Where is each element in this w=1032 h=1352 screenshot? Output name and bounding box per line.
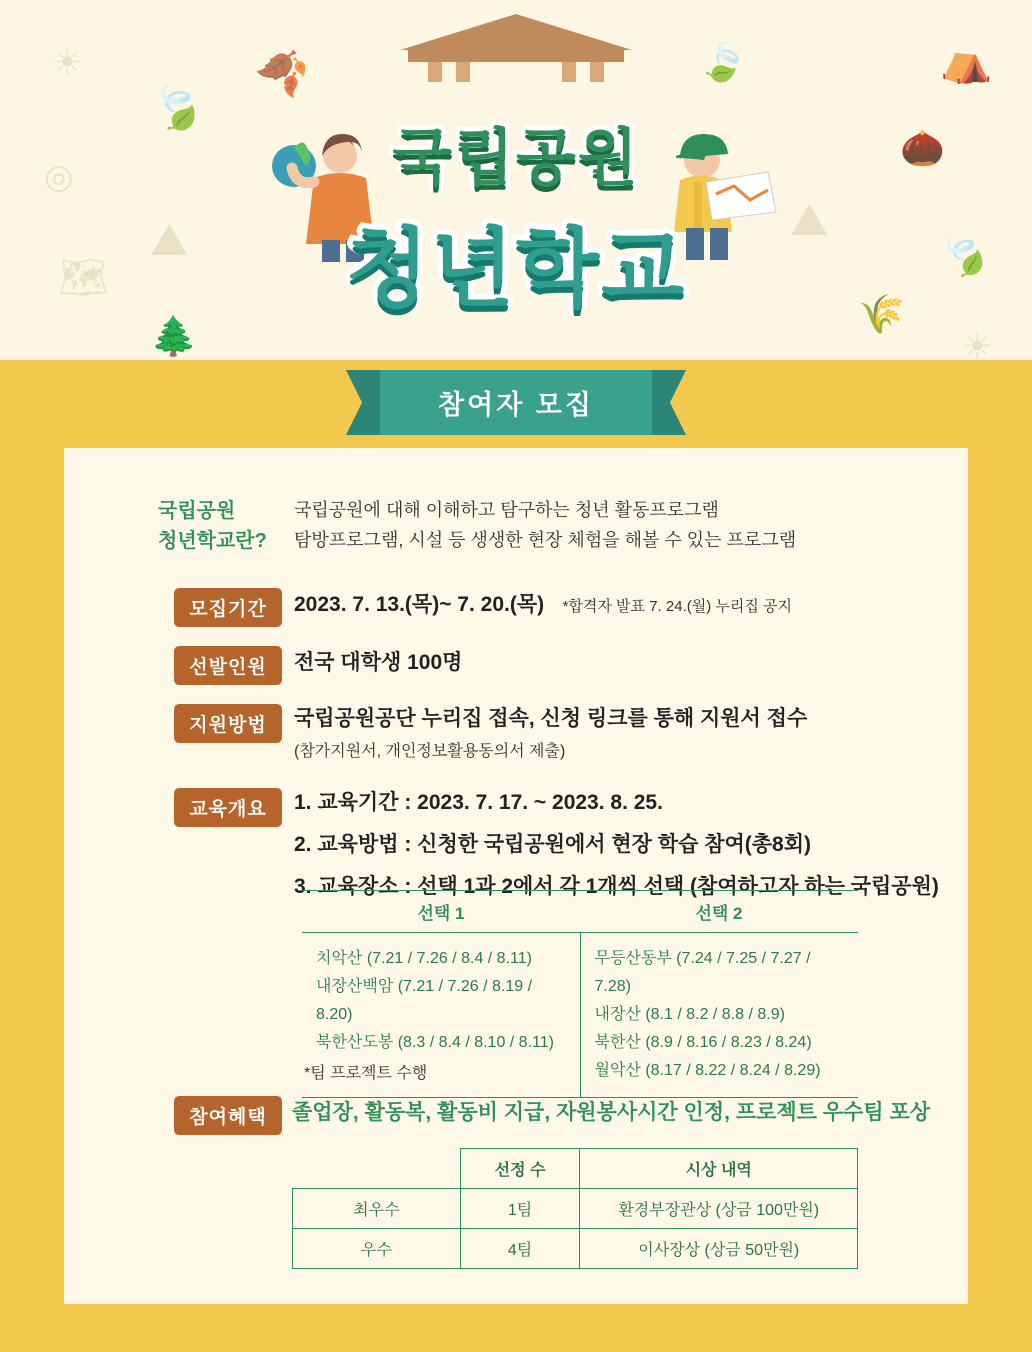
- tent-doodle-icon: ⛺: [940, 37, 993, 84]
- benefit-value-wrap: [292, 1096, 930, 1126]
- leaf-doodle-icon: 🍃: [931, 223, 998, 289]
- outline-item: 3. 교육장소 : 선택 1과 2에서 각 1개씩 선택 (참여하고자 하는 국립공원): [294, 875, 939, 898]
- ribbon-label: 참여자 모집: [376, 370, 656, 435]
- choice-2-item: 북한산 (8.9 / 8.16 / 8.23 / 8.24): [594, 1034, 812, 1051]
- choice-2-item: 내장산 (8.1 / 8.2 / 8.8 / 8.9): [594, 1006, 785, 1023]
- award-header-count: 선정 수: [460, 1149, 580, 1189]
- award-header-blank: [293, 1149, 461, 1189]
- intro-text-line-2: 탐방프로그램, 시설 등 생생한 현장 체험을 해볼 수 있는 프로그램: [294, 529, 797, 550]
- outline-footnote-wrap: [304, 1060, 427, 1083]
- leaf-doodle-icon: 🍃: [695, 36, 752, 90]
- choice-1-item: 내장산백암 (7.21 / 7.26 / 8.19 / 8.20): [316, 978, 533, 1023]
- outline-footnote: *팀 프로젝트 수행: [304, 1065, 428, 1082]
- leaf-doodle-icon: 🍂: [251, 39, 315, 101]
- award-detail: 환경부장관상 (상금 100만원): [580, 1189, 858, 1229]
- quota-tag-wrap: [174, 646, 282, 685]
- apply-tag: 지원방법: [174, 704, 282, 743]
- award-rank: 우수: [293, 1229, 461, 1269]
- award-count: 1팀: [460, 1189, 580, 1229]
- award-count: 4팀: [460, 1229, 580, 1269]
- intro-text-line-1: 국립공원에 대해 이해하고 탐구하는 청년 활동프로그램: [294, 500, 719, 520]
- map-doodle-icon: 🗺: [58, 256, 109, 300]
- table-header-row: [293, 1149, 858, 1189]
- apply-value-wrap: [294, 702, 934, 761]
- quota-value: 전국 대학생 100명: [294, 651, 463, 674]
- title-line-2: 청년학교: [345, 221, 687, 317]
- choice-2-cell: [580, 933, 858, 1098]
- table-header-row: [302, 891, 858, 933]
- poster-title: [0, 52, 1032, 323]
- outline-item: 1. 교육기간 : 2023. 7. 17. ~ 2023. 8. 25.: [294, 791, 663, 814]
- sun-doodle-icon: ☀: [962, 328, 993, 360]
- period-value-wrap: [294, 588, 792, 618]
- outline-tag: 교육개요: [174, 788, 282, 827]
- award-detail: 이사장상 (상금 50만원): [580, 1229, 858, 1269]
- title-line-1: 국립공원: [392, 124, 640, 193]
- choice-2-item: 월악산 (8.17 / 8.22 / 8.24 / 8.29): [594, 1062, 821, 1079]
- intro-label-line-1: 국립공원: [158, 500, 236, 522]
- acorn-doodle-icon: 🌰: [900, 127, 945, 168]
- leaf-doodle-icon: 🍃: [143, 75, 212, 140]
- period-tag-wrap: [174, 588, 282, 627]
- outline-tag-wrap: [174, 788, 282, 827]
- period-value: 2023. 7. 13.(목)~ 7. 20.(목): [294, 593, 545, 616]
- award-header-detail: 시상 내역: [580, 1149, 858, 1189]
- benefit-tag-wrap: [174, 1096, 282, 1135]
- award-table-wrap: [292, 1148, 858, 1269]
- intro-label-line-2: 청년학교란?: [158, 530, 267, 552]
- mountain-doodle-icon: ⛰: [150, 213, 189, 265]
- outline-items: [294, 786, 944, 900]
- choice-2-item: 무등산동부 (7.24 / 7.25 / 7.27 / 7.28): [594, 950, 811, 995]
- award-rank: 최우수: [293, 1189, 461, 1229]
- choice-header-2: 선택 2: [580, 891, 858, 933]
- tree-doodle-icon: 🌲: [150, 316, 198, 358]
- mountain-doodle-icon: ⛰: [790, 193, 829, 245]
- period-tag: 모집기간: [174, 588, 282, 627]
- quota-tag: 선발인원: [174, 646, 282, 685]
- content-card: [64, 448, 968, 1304]
- choice-1-item: 치악산 (7.21 / 7.26 / 8.4 / 8.11): [316, 950, 532, 967]
- quota-value-wrap: [294, 646, 462, 676]
- apply-note: (참가지원서, 개인정보활용동의서 제출): [294, 743, 566, 760]
- period-note: *합격자 발표 7. 24.(월) 누리집 공지: [562, 598, 792, 615]
- benefit-tag: 참여혜택: [174, 1096, 282, 1135]
- sun-doodle-icon: ☀: [52, 44, 83, 82]
- award-table: [292, 1148, 858, 1269]
- compass-doodle-icon: ◎: [44, 158, 74, 196]
- apply-value: 국립공원공단 누리집 접속, 신청 링크를 통해 지원서 접수: [294, 707, 808, 730]
- table-row: [293, 1229, 858, 1269]
- benefit-value: 졸업장, 활동복, 활동비 지급, 자원봉사시간 인정, 프로젝트 우수팀 포상: [292, 1101, 931, 1124]
- ribbon-banner: [0, 370, 1032, 435]
- choice-1-item: 북한산도봉 (8.3 / 8.4 / 8.10 / 8.11): [316, 1034, 554, 1051]
- apply-tag-wrap: [174, 704, 282, 743]
- outline-item: 2. 교육방법 : 신청한 국립공원에서 현장 학습 참여(총8회): [294, 833, 812, 856]
- wheat-doodle-icon: 🌾: [858, 294, 906, 336]
- table-row: [293, 1189, 858, 1229]
- hero-banner: [0, 0, 1032, 360]
- choice-header-1: 선택 1: [302, 891, 580, 933]
- intro-text: [294, 496, 914, 555]
- intro-block: [158, 496, 267, 556]
